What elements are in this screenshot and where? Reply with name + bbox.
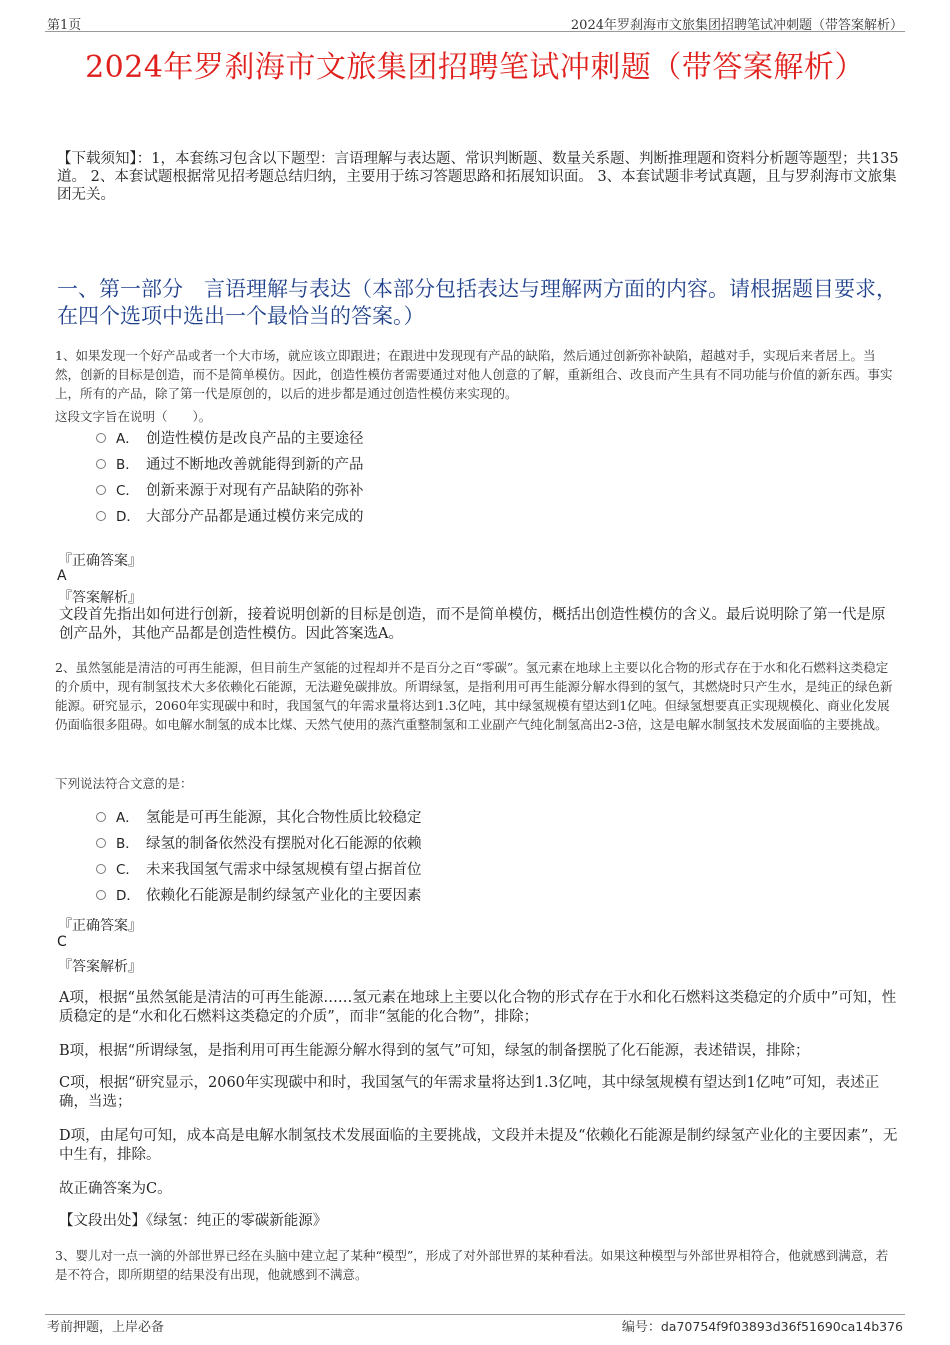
q2-analysis-a: A项，根据“虽然氢能是清洁的可再生能源……氢元素在地球上主要以化合物的形式存在于水和化石燃料这类稳定的介质中”可知，性质稳定的是“水和化石燃料这类稳定的介质”，而非“氢能的化合物”，排除；	[59, 990, 897, 1025]
radio-icon[interactable]	[96, 864, 106, 874]
q2-analysis-label: 『答案解析』	[58, 959, 142, 975]
download-notice: 【下载须知】：1，本套练习包含以下题型：言语理解与表达题、常识判断题、数量关系题、判断推理题和资料分析题等题型；共135道。 2、本套试题根据常见招考题总结归纳，主要用于练习答题思路和拓展知识面。 3、本套试题非考试真题，且与罗刹海市文旅集团无关。	[57, 151, 899, 203]
radio-icon[interactable]	[96, 838, 106, 848]
radio-icon[interactable]	[96, 812, 106, 822]
q1-answer: A	[57, 568, 67, 584]
radio-icon[interactable]	[96, 511, 106, 521]
q2-source: 【文段出处】《绿氢：纯正的零碳新能源》	[59, 1213, 328, 1229]
q1-option-c[interactable]	[96, 480, 364, 502]
option-letter: D．	[116, 888, 140, 904]
q1-stem: 1、如果发现一个好产品或者一个大市场，就应该立即跟进；在跟进中发现现有产品的缺陷，然后通过创新弥补缺陷，超越对手，实现后来者居上。当然，创新的目标是创造，而不是简单模仿。因此，创造性模仿者需要通过对他人创意的了解，重新组合、改良而产生具有不同功能与价值的新东西。事实上，所有的产品，除了第一代是原创的，以后的进步都是通过创造性模仿来实现的。	[55, 348, 893, 401]
option-text: 大部分产品都是通过模仿来完成的	[146, 509, 364, 525]
option-text: 氢能是可再生能源，其化合物性质比较稳定	[146, 810, 422, 826]
q2-answer: C	[57, 934, 67, 950]
q2-conclusion: 故正确答案为C。	[59, 1181, 172, 1197]
option-text: 创新来源于对现有产品缺陷的弥补	[146, 483, 364, 499]
q1-option-d[interactable]	[96, 506, 364, 528]
q2-option-b[interactable]	[96, 833, 422, 855]
radio-icon[interactable]	[96, 890, 106, 900]
page-header	[45, 13, 905, 32]
q3-stem: 3、婴儿对一点一滴的外部世界已经在头脑中建立起了某种“模型”，形成了对外部世界的某种看法。如果这种模型与外部世界相符合，他就感到满意，若是不符合，即所期望的结果没有出现，他就感到不满意。	[55, 1248, 889, 1282]
q1-question: 这段文字旨在说明（ ）。	[55, 409, 212, 424]
q2-question: 下列说法符合文意的是：	[55, 776, 193, 791]
option-text: 未来我国氢气需求中绿氢规模有望占据首位	[146, 862, 422, 878]
option-letter: B．	[116, 457, 139, 473]
page-footer	[45, 1314, 905, 1335]
option-letter: C．	[116, 483, 139, 499]
option-letter: B．	[116, 836, 139, 852]
section-title: 一、第一部分 言语理解与表达（本部分包括表达与理解两方面的内容。请根据题目要求，在四个选项中选出一个最恰当的答案。）	[57, 277, 897, 328]
radio-icon[interactable]	[96, 485, 106, 495]
option-text: 绿氢的制备依然没有摆脱对化石能源的依赖	[146, 836, 422, 852]
q1-analysis-label: 『答案解析』	[58, 590, 142, 606]
q2-stem: 2、虽然氢能是清洁的可再生能源，但目前生产氢能的过程却并不是百分之百“零碳”。氢元素在地球上主要以化合物的形式存在于水和化石燃料这类稳定的介质中，现有制氢技术大多依赖化石能源，无法避免碳排放。所谓绿氢，是指利用可再生能源分解水得到的氢气，其燃烧时只产生水，是纯正的绿色新能源。研究显示，2060年实现碳中和时，我国氢气的年需求量将达到1.3亿吨，其中绿氢规模有望达到1亿吨。但绿氢想要真正实现规模化、商业化发展仍面临很多阻碍。如电解水制氢的成本比煤、天然气使用的蒸汽重整制氢和工业副产气纯化制氢高出2-3倍，这是电解水制氢技术发展面临的主要挑战。	[55, 660, 893, 732]
footer-code-label: 编号：	[621, 1320, 661, 1335]
q1-option-b[interactable]	[96, 454, 364, 476]
radio-icon[interactable]	[96, 433, 106, 443]
q2-option-c[interactable]	[96, 859, 422, 881]
q1-option-a[interactable]	[96, 428, 364, 450]
q2-option-a[interactable]	[96, 807, 422, 829]
document-title: 2024年罗刹海市文旅集团招聘笔试冲刺题（带答案解析）	[85, 50, 865, 85]
q2-analysis-c: C项，根据“研究显示，2060年实现碳中和时，我国氢气的年需求量将达到1.3亿吨，其中绿氢规模有望达到1亿吨”可知，表述正确，当选；	[59, 1075, 880, 1110]
option-text: 通过不断地改善就能得到新的产品	[146, 457, 364, 473]
option-letter: D．	[116, 509, 140, 525]
option-letter: C．	[116, 862, 139, 878]
radio-icon[interactable]	[96, 459, 106, 469]
q2-option-d[interactable]	[96, 885, 422, 907]
page-number: 第1页	[47, 18, 82, 33]
footer-code	[622, 1316, 903, 1335]
q1-analysis: 文段首先指出如何进行创新，接着说明创新的目标是创造，而不是简单模仿，概括出创造性模仿的含义。最后说明除了第一代是原创产品外，其他产品都是创造性模仿。因此答案选A。	[59, 607, 886, 642]
footer-slogan: 考前押题，上岸必备	[47, 1320, 165, 1335]
header-doc-title: 2024年罗刹海市文旅集团招聘笔试冲刺题（带答案解析）	[570, 18, 903, 33]
q2-answer-label: 『正确答案』	[58, 918, 142, 934]
option-letter: A．	[116, 810, 139, 826]
option-text: 依赖化石能源是制约绿氢产业化的主要因素	[146, 888, 422, 904]
q1-answer-label: 『正确答案』	[58, 553, 142, 569]
q2-analysis-b: B项，根据“所谓绿氢，是指利用可再生能源分解水得到的氢气”可知，绿氢的制备摆脱了化石能源，表述错误，排除；	[59, 1043, 810, 1059]
option-letter: A．	[116, 431, 139, 447]
q2-analysis-d: D项，由尾句可知，成本高是电解水制氢技术发展面临的主要挑战，文段并未提及“依赖化石能源是制约绿氢产业化的主要因素”，无中生有，排除。	[59, 1128, 898, 1163]
footer-code-value: da70754f9f03893d36f51690ca14b376	[660, 1319, 903, 1334]
option-text: 创造性模仿是改良产品的主要途径	[146, 431, 364, 447]
